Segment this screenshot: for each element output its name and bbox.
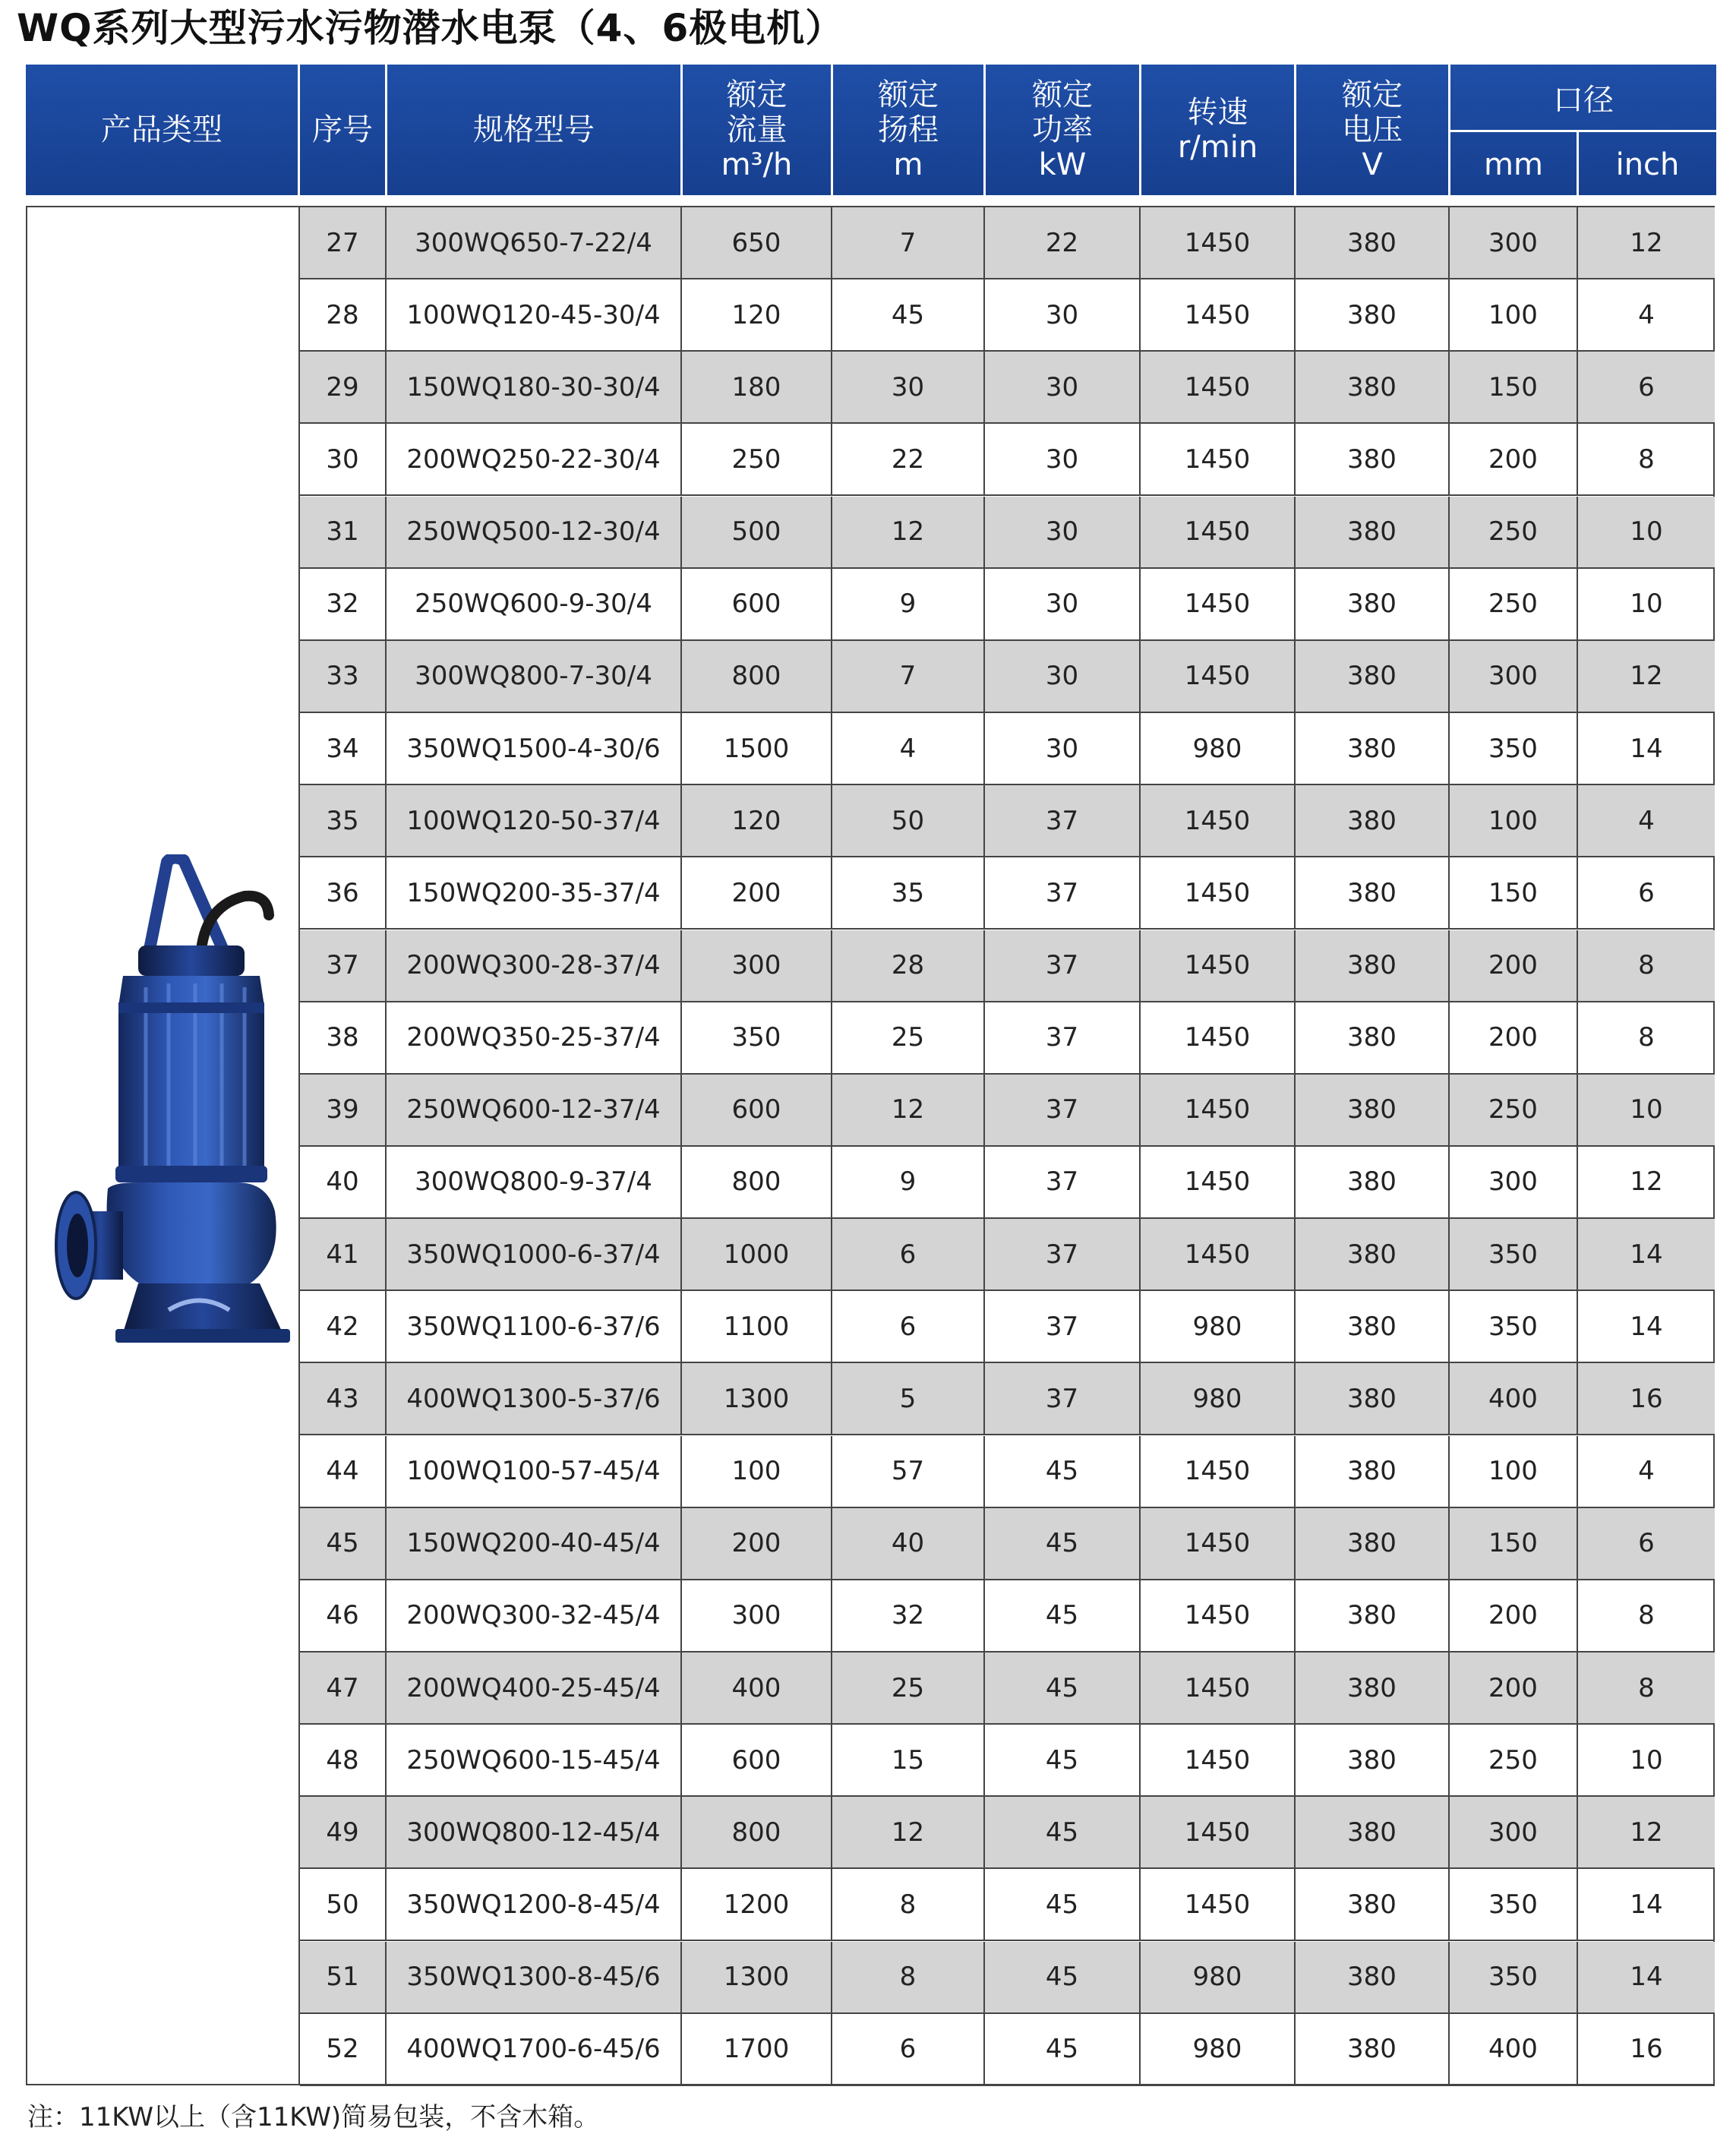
caliber-mm-cell: 350: [1450, 1942, 1578, 2012]
table-row: [300, 1508, 1715, 1580]
caliber-mm-cell: 350: [1450, 713, 1578, 784]
speed-cell: 1450: [1141, 1797, 1296, 1867]
model-cell: 300WQ800-12-45/4: [387, 1797, 682, 1867]
head-cell: 12: [832, 497, 985, 567]
speed-cell: 1450: [1141, 1002, 1296, 1073]
flow-cell: 600: [682, 1075, 832, 1145]
table-row: [300, 1653, 1715, 1725]
footnote: 注：11KW以上（含11KW)简易包装，不含木箱。: [27, 2102, 600, 2132]
power-cell: 30: [985, 569, 1141, 639]
voltage-cell: 380: [1296, 1653, 1450, 1723]
caliber-mm-cell: 300: [1450, 641, 1578, 712]
table-row: [300, 1580, 1715, 1653]
power-cell: 30: [985, 497, 1141, 567]
voltage-cell: 380: [1296, 1725, 1450, 1795]
power-cell: 45: [985, 1869, 1141, 1940]
model-cell: 200WQ300-32-45/4: [387, 1580, 682, 1651]
model-cell: 100WQ120-45-30/4: [387, 279, 682, 350]
voltage-cell: 380: [1296, 785, 1450, 856]
speed-cell: 1450: [1141, 785, 1296, 856]
serial-cell: 48: [300, 1725, 387, 1795]
header-flow: 额定 流量 m³/h: [721, 77, 793, 182]
speed-cell: 1450: [1141, 1508, 1296, 1579]
model-cell: 200WQ250-22-30/4: [387, 424, 682, 494]
power-cell: 30: [985, 424, 1141, 494]
speed-cell: 1450: [1141, 930, 1296, 1001]
model-cell: 100WQ100-57-45/4: [387, 1436, 682, 1507]
serial-cell: 46: [300, 1580, 387, 1651]
caliber-inch-cell: 12: [1630, 1166, 1663, 1198]
speed-cell: 1450: [1141, 1147, 1296, 1217]
table-row: [300, 1219, 1715, 1291]
serial-cell: 31: [300, 497, 387, 567]
head-cell: 9: [832, 1147, 985, 1217]
power-cell: 45: [985, 1653, 1141, 1723]
head-cell: 9: [832, 569, 985, 639]
caliber-inch-cell: 8: [1638, 1600, 1655, 1631]
serial-cell: 34: [300, 713, 387, 784]
head-cell: 30: [832, 352, 985, 422]
power-cell: 45: [985, 1797, 1141, 1867]
table-row: [300, 1002, 1715, 1075]
voltage-cell: 380: [1296, 279, 1450, 350]
flow-cell: 800: [682, 1797, 832, 1867]
power-cell: 22: [985, 207, 1141, 278]
caliber-inch-cell: 14: [1630, 1962, 1663, 1993]
power-cell: 37: [985, 1075, 1141, 1145]
caliber-mm-cell: 150: [1450, 1508, 1578, 1579]
model-cell: 400WQ1700-6-45/6: [387, 2014, 682, 2085]
power-cell: 37: [985, 930, 1141, 1001]
caliber-mm-cell: 400: [1450, 2014, 1578, 2085]
caliber-inch-cell: 14: [1630, 1239, 1663, 1270]
caliber-inch-cell: 14: [1630, 733, 1663, 764]
voltage-cell: 380: [1296, 569, 1450, 639]
speed-cell: 1450: [1141, 279, 1296, 350]
table-header: [26, 65, 1716, 195]
header-caliber-mm: mm: [1484, 147, 1543, 182]
table-row: [300, 1942, 1715, 2014]
voltage-cell: 380: [1296, 857, 1450, 928]
head-cell: 50: [832, 785, 985, 856]
caliber-inch-cell: 4: [1638, 1456, 1655, 1487]
caliber-inch-cell: 6: [1638, 877, 1655, 908]
speed-cell: 1450: [1141, 1219, 1296, 1289]
table-row: [300, 857, 1715, 930]
caliber-mm-cell: 200: [1450, 1580, 1578, 1651]
voltage-cell: 380: [1296, 1797, 1450, 1867]
power-cell: 30: [985, 279, 1141, 350]
model-cell: 200WQ350-25-37/4: [387, 1002, 682, 1073]
speed-cell: 1450: [1141, 1653, 1296, 1723]
voltage-cell: 380: [1296, 2014, 1450, 2085]
serial-cell: 33: [300, 641, 387, 712]
caliber-mm-cell: 200: [1450, 1002, 1578, 1073]
serial-cell: 47: [300, 1653, 387, 1723]
voltage-cell: 380: [1296, 1942, 1450, 2012]
spec-table: [26, 206, 1715, 2085]
speed-cell: 1450: [1141, 569, 1296, 639]
flow-cell: 100: [682, 1436, 832, 1507]
caliber-inch-cell: 6: [1638, 371, 1655, 402]
model-cell: 150WQ200-35-37/4: [387, 857, 682, 928]
head-cell: 6: [832, 1219, 985, 1289]
voltage-cell: 380: [1296, 641, 1450, 712]
model-cell: 350WQ1200-8-45/4: [387, 1869, 682, 1940]
model-cell: 250WQ600-15-45/4: [387, 1725, 682, 1795]
serial-cell: 36: [300, 857, 387, 928]
head-cell: 28: [832, 930, 985, 1001]
speed-cell: 980: [1141, 1291, 1296, 1362]
power-cell: 45: [985, 1725, 1141, 1795]
flow-cell: 1700: [682, 2014, 832, 2085]
flow-cell: 500: [682, 497, 832, 567]
flow-cell: 300: [682, 930, 832, 1001]
model-cell: 350WQ1000-6-37/4: [387, 1219, 682, 1289]
serial-cell: 50: [300, 1869, 387, 1940]
head-cell: 57: [832, 1436, 985, 1507]
serial-cell: 27: [300, 207, 387, 278]
serial-cell: 44: [300, 1436, 387, 1507]
caliber-inch-cell: 8: [1638, 444, 1655, 475]
model-cell: 200WQ400-25-45/4: [387, 1653, 682, 1723]
flow-cell: 1500: [682, 713, 832, 784]
flow-cell: 120: [682, 785, 832, 856]
head-cell: 12: [832, 1075, 985, 1145]
head-cell: 4: [832, 713, 985, 784]
serial-cell: 29: [300, 352, 387, 422]
model-cell: 250WQ500-12-30/4: [387, 497, 682, 567]
head-cell: 35: [832, 857, 985, 928]
caliber-inch-cell: 10: [1630, 1744, 1663, 1776]
flow-cell: 200: [682, 1508, 832, 1579]
table-row: [300, 352, 1715, 424]
head-cell: 5: [832, 1363, 985, 1434]
speed-cell: 980: [1141, 1942, 1296, 2012]
voltage-cell: 380: [1296, 424, 1450, 494]
speed-cell: 1450: [1141, 1436, 1296, 1507]
power-cell: 45: [985, 2014, 1141, 2085]
power-cell: 30: [985, 352, 1141, 422]
caliber-mm-cell: 300: [1450, 1797, 1578, 1867]
caliber-inch-cell: 16: [1630, 2034, 1663, 2065]
caliber-mm-cell: 200: [1450, 1653, 1578, 1723]
flow-cell: 600: [682, 1725, 832, 1795]
table-row: [300, 497, 1715, 569]
table-row: [300, 930, 1715, 1002]
model-cell: 300WQ800-7-30/4: [387, 641, 682, 712]
model-cell: 350WQ1500-4-30/6: [387, 713, 682, 784]
caliber-mm-cell: 250: [1450, 569, 1578, 639]
caliber-inch-cell: 4: [1638, 805, 1655, 836]
table-row: [300, 1075, 1715, 1147]
power-cell: 30: [985, 713, 1141, 784]
caliber-mm-cell: 350: [1450, 1219, 1578, 1289]
serial-cell: 30: [300, 424, 387, 494]
submersible-pump-image: [55, 854, 298, 1356]
head-cell: 25: [832, 1653, 985, 1723]
caliber-mm-cell: 400: [1450, 1363, 1578, 1434]
flow-cell: 250: [682, 424, 832, 494]
caliber-inch-cell: 10: [1630, 516, 1663, 548]
voltage-cell: 380: [1296, 1508, 1450, 1579]
table-row: [300, 1869, 1715, 1941]
serial-cell: 38: [300, 1002, 387, 1073]
caliber-mm-cell: 150: [1450, 352, 1578, 422]
caliber-inch-cell: 10: [1630, 589, 1663, 620]
serial-cell: 45: [300, 1508, 387, 1579]
flow-cell: 800: [682, 1147, 832, 1217]
caliber-mm-cell: 350: [1450, 1291, 1578, 1362]
caliber-mm-cell: 250: [1450, 497, 1578, 567]
head-cell: 25: [832, 1002, 985, 1073]
flow-cell: 350: [682, 1002, 832, 1073]
caliber-mm-cell: 300: [1450, 207, 1578, 278]
table-row: [300, 1797, 1715, 1869]
header-caliber-inch: inch: [1615, 147, 1680, 182]
head-cell: 15: [832, 1725, 985, 1795]
header-model: 规格型号: [473, 112, 595, 147]
caliber-mm-cell: 150: [1450, 857, 1578, 928]
table-row: [300, 713, 1715, 785]
speed-cell: 1450: [1141, 1869, 1296, 1940]
caliber-inch-cell: 12: [1630, 227, 1663, 258]
serial-cell: 32: [300, 569, 387, 639]
header-product-type: 产品类型: [101, 112, 223, 147]
caliber-mm-cell: 200: [1450, 930, 1578, 1001]
serial-cell: 52: [300, 2014, 387, 2085]
power-cell: 45: [985, 1508, 1141, 1579]
caliber-mm-cell: 250: [1450, 1725, 1578, 1795]
voltage-cell: 380: [1296, 1291, 1450, 1362]
voltage-cell: 380: [1296, 207, 1450, 278]
voltage-cell: 380: [1296, 497, 1450, 567]
model-cell: 300WQ650-7-22/4: [387, 207, 682, 278]
caliber-inch-cell: 10: [1630, 1094, 1663, 1125]
speed-cell: 1450: [1141, 207, 1296, 278]
voltage-cell: 380: [1296, 352, 1450, 422]
product-type-cell: [27, 207, 300, 2084]
serial-cell: 43: [300, 1363, 387, 1434]
speed-cell: 1450: [1141, 1075, 1296, 1145]
power-cell: 45: [985, 1580, 1141, 1651]
speed-cell: 980: [1141, 2014, 1296, 2085]
head-cell: 8: [832, 1869, 985, 1940]
header-speed: 转速 r/min: [1177, 95, 1258, 165]
speed-cell: 980: [1141, 1363, 1296, 1434]
voltage-cell: 380: [1296, 1436, 1450, 1507]
flow-cell: 1300: [682, 1942, 832, 2012]
flow-cell: 400: [682, 1653, 832, 1723]
caliber-mm-cell: 300: [1450, 1147, 1578, 1217]
power-cell: 30: [985, 641, 1141, 712]
power-cell: 37: [985, 1219, 1141, 1289]
flow-cell: 1200: [682, 1869, 832, 1940]
serial-cell: 49: [300, 1797, 387, 1867]
caliber-inch-cell: 8: [1638, 1672, 1655, 1703]
speed-cell: 1450: [1141, 424, 1296, 494]
serial-cell: 40: [300, 1147, 387, 1217]
model-cell: 350WQ1300-8-45/6: [387, 1942, 682, 2012]
voltage-cell: 380: [1296, 713, 1450, 784]
speed-cell: 1450: [1141, 1580, 1296, 1651]
serial-cell: 37: [300, 930, 387, 1001]
flow-cell: 1100: [682, 1291, 832, 1362]
serial-cell: 41: [300, 1219, 387, 1289]
voltage-cell: 380: [1296, 1363, 1450, 1434]
caliber-mm-cell: 100: [1450, 1436, 1578, 1507]
header-head: 额定 扬程 m: [878, 77, 939, 182]
page-title: WQ系列大型污水污物潜水电泵（4、6极电机）: [17, 6, 844, 50]
flow-cell: 800: [682, 641, 832, 712]
head-cell: 40: [832, 1508, 985, 1579]
power-cell: 37: [985, 1363, 1141, 1434]
voltage-cell: 380: [1296, 1075, 1450, 1145]
caliber-inch-cell: 8: [1638, 1022, 1655, 1053]
model-cell: 250WQ600-9-30/4: [387, 569, 682, 639]
header-caliber: 口径: [1553, 82, 1614, 118]
serial-cell: 39: [300, 1075, 387, 1145]
head-cell: 8: [832, 1942, 985, 2012]
flow-cell: 1000: [682, 1219, 832, 1289]
table-row: [300, 641, 1715, 713]
power-cell: 45: [985, 1942, 1141, 2012]
model-cell: 150WQ200-40-45/4: [387, 1508, 682, 1579]
caliber-inch-cell: 8: [1638, 950, 1655, 980]
speed-cell: 1450: [1141, 857, 1296, 928]
model-cell: 350WQ1100-6-37/6: [387, 1291, 682, 1362]
voltage-cell: 380: [1296, 1869, 1450, 1940]
model-cell: 400WQ1300-5-37/6: [387, 1363, 682, 1434]
power-cell: 37: [985, 1291, 1141, 1362]
head-cell: 32: [832, 1580, 985, 1651]
head-cell: 22: [832, 424, 985, 494]
speed-cell: 1450: [1141, 497, 1296, 567]
flow-cell: 1300: [682, 1363, 832, 1434]
table-row: [300, 2014, 1715, 2086]
model-cell: 300WQ800-9-37/4: [387, 1147, 682, 1217]
table-row: [300, 1363, 1715, 1435]
caliber-mm-cell: 100: [1450, 785, 1578, 856]
serial-cell: 28: [300, 279, 387, 350]
caliber-inch-cell: 14: [1630, 1889, 1663, 1920]
table-row: [300, 424, 1715, 496]
table-row: [300, 1725, 1715, 1797]
model-cell: 100WQ120-50-37/4: [387, 785, 682, 856]
table-row: [300, 279, 1715, 352]
power-cell: 37: [985, 785, 1141, 856]
caliber-inch-cell: 12: [1630, 661, 1663, 692]
header-power: 额定 功率 kW: [1032, 77, 1093, 182]
caliber-inch-cell: 12: [1630, 1817, 1663, 1848]
model-cell: 200WQ300-28-37/4: [387, 930, 682, 1001]
table-row: [300, 207, 1715, 279]
serial-cell: 42: [300, 1291, 387, 1362]
flow-cell: 180: [682, 352, 832, 422]
flow-cell: 200: [682, 857, 832, 928]
speed-cell: 1450: [1141, 1725, 1296, 1795]
caliber-mm-cell: 200: [1450, 424, 1578, 494]
table-row: [300, 1436, 1715, 1508]
flow-cell: 300: [682, 1580, 832, 1651]
speed-cell: 1450: [1141, 641, 1296, 712]
caliber-mm-cell: 350: [1450, 1869, 1578, 1940]
flow-cell: 120: [682, 279, 832, 350]
table-row: [300, 1147, 1715, 1219]
voltage-cell: 380: [1296, 930, 1450, 1001]
table-row: [300, 785, 1715, 857]
table-row: [300, 1291, 1715, 1363]
flow-cell: 600: [682, 569, 832, 639]
speed-cell: 980: [1141, 713, 1296, 784]
head-cell: 12: [832, 1797, 985, 1867]
power-cell: 37: [985, 1002, 1141, 1073]
caliber-inch-cell: 16: [1630, 1383, 1663, 1414]
power-cell: 37: [985, 857, 1141, 928]
caliber-inch-cell: 14: [1630, 1311, 1663, 1342]
serial-cell: 51: [300, 1942, 387, 2012]
model-cell: 250WQ600-12-37/4: [387, 1075, 682, 1145]
caliber-inch-cell: 4: [1638, 299, 1655, 330]
power-cell: 45: [985, 1436, 1141, 1507]
table-row: [300, 569, 1715, 641]
head-cell: 7: [832, 641, 985, 712]
power-cell: 37: [985, 1147, 1141, 1217]
voltage-cell: 380: [1296, 1002, 1450, 1073]
head-cell: 6: [832, 2014, 985, 2085]
head-cell: 45: [832, 279, 985, 350]
caliber-inch-cell: 6: [1638, 1528, 1655, 1559]
header-voltage: 额定 电压 V: [1342, 77, 1403, 182]
speed-cell: 1450: [1141, 352, 1296, 422]
model-cell: 150WQ180-30-30/4: [387, 352, 682, 422]
header-serial: 序号: [312, 112, 373, 147]
head-cell: 6: [832, 1291, 985, 1362]
flow-cell: 650: [682, 207, 832, 278]
voltage-cell: 380: [1296, 1580, 1450, 1651]
voltage-cell: 380: [1296, 1147, 1450, 1217]
serial-cell: 35: [300, 785, 387, 856]
caliber-mm-cell: 250: [1450, 1075, 1578, 1145]
caliber-mm-cell: 100: [1450, 279, 1578, 350]
head-cell: 7: [832, 207, 985, 278]
voltage-cell: 380: [1296, 1219, 1450, 1289]
